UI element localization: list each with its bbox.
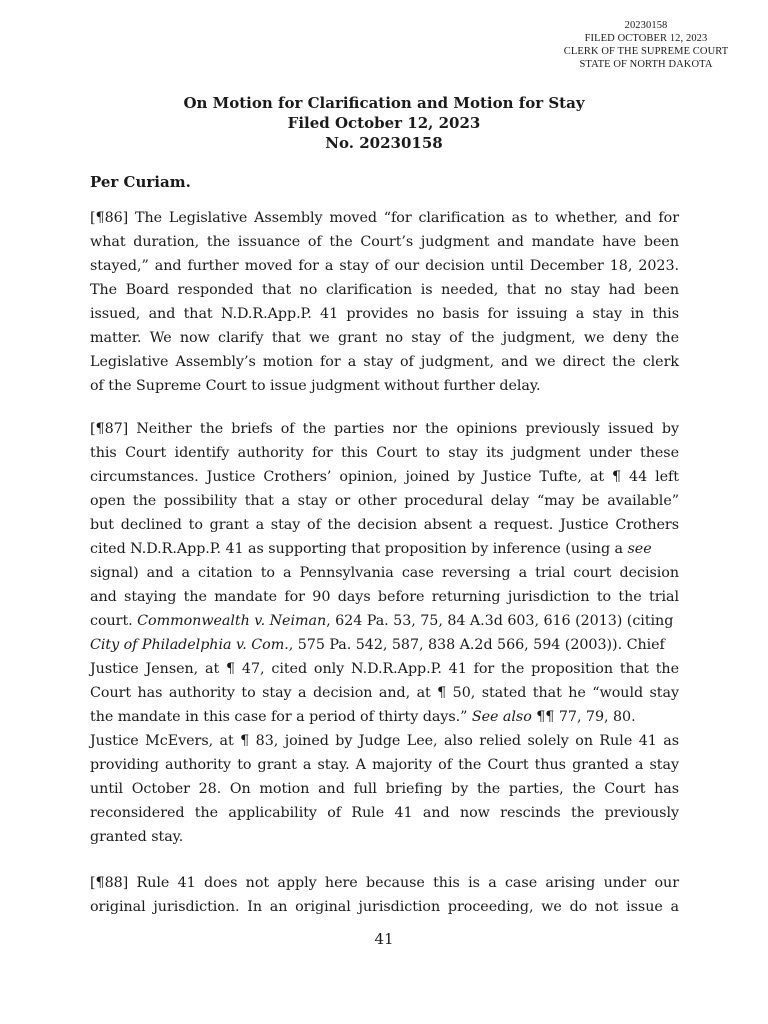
paragraph-line: The Board responded that no clarification is needed, that no stay had been bbox=[90, 282, 679, 298]
paragraph-line: [¶86] The Legislative Assembly moved “for clarification as to whether, and for bbox=[90, 210, 679, 226]
paragraph-87 bbox=[90, 417, 679, 849]
paragraph-line: but declined to grant a stay of the decision absent a request. Justice Crothers bbox=[90, 517, 679, 533]
paragraph-line: what duration, the issuance of the Court’s judgment and mandate have been bbox=[90, 234, 679, 250]
text-run: cited N.D.R.App.P. 41 as supporting that proposition by inference (using a bbox=[90, 541, 628, 557]
paragraph-line: original jurisdiction. In an original jurisdiction proceeding, we do not issue a bbox=[90, 899, 679, 915]
paragraph-line bbox=[90, 609, 679, 633]
case-citation-philadelphia: City of Philadelphia v. Com. bbox=[90, 637, 289, 653]
text-run: , 624 Pa. 53, 75, 84 A.3d 603, 616 (2013) (citing bbox=[326, 613, 674, 629]
filing-clerk: CLERK OF THE SUPREME COURT bbox=[563, 46, 729, 57]
paragraph-86 bbox=[90, 206, 679, 398]
paragraph-line: [¶88] Rule 41 does not apply here because this is a case arising under our bbox=[90, 875, 679, 891]
paragraph-line bbox=[90, 705, 679, 729]
page-number: 41 bbox=[374, 930, 394, 948]
paragraph-line bbox=[90, 537, 679, 561]
text-run: court. bbox=[90, 613, 138, 629]
paragraph-line: of the Supreme Court to issue judgment without further delay. bbox=[90, 378, 541, 394]
text-run: the mandate in this case for a period of thirty days.” bbox=[90, 709, 472, 725]
paragraph-line: matter. We now clarify that we grant no stay of the judgment, we deny the bbox=[90, 330, 679, 346]
paragraph-line: Justice McEvers, at ¶ 83, joined by Judge Lee, also relied solely on Rule 41 as bbox=[90, 733, 679, 749]
paragraph-line: signal) and a citation to a Pennsylvania case reversing a trial court decision bbox=[90, 565, 679, 581]
heading-docket-number: No. 20230158 bbox=[325, 134, 443, 152]
paragraph-line: this Court identify authority for this Court to stay its judgment under these bbox=[90, 445, 679, 461]
paragraph-line: until October 28. On motion and full briefing by the parties, the Court has bbox=[90, 781, 679, 797]
paragraph-88 bbox=[90, 871, 679, 919]
paragraph-line: Court has authority to stay a decision and, at ¶ 50, stated that he “would stay bbox=[90, 685, 679, 701]
italic-signal-see: see bbox=[627, 541, 652, 557]
per-curiam-label: Per Curiam. bbox=[90, 173, 191, 191]
paragraph-line bbox=[90, 633, 679, 657]
filing-state: STATE OF NORTH DAKOTA bbox=[579, 59, 713, 70]
case-citation-neiman: Commonwealth v. Neiman bbox=[137, 613, 327, 629]
paragraph-line: reconsidered the applicability of Rule 41 and now rescinds the previously bbox=[90, 805, 679, 821]
paragraph-line: open the possibility that a stay or other procedural delay “may be available” bbox=[90, 493, 679, 509]
filing-case-number: 20230158 bbox=[624, 20, 668, 31]
paragraph-line: providing authority to grant a stay. A majority of the Court thus granted a stay bbox=[90, 757, 679, 773]
paragraph-line: and staying the mandate for 90 days before returning jurisdiction to the trial bbox=[90, 589, 679, 605]
paragraph-line: stayed,” and further moved for a stay of our decision until December 18, 2023. bbox=[90, 258, 679, 274]
paragraph-line: issued, and that N.D.R.App.P. 41 provides no basis for issuing a stay in this bbox=[90, 306, 679, 322]
paragraph-line: circumstances. Justice Crothers’ opinion, joined by Justice Tufte, at ¶ 44 left bbox=[90, 469, 679, 485]
filing-date: FILED OCTOBER 12, 2023 bbox=[584, 33, 708, 44]
paragraph-line: Legislative Assembly’s motion for a stay of judgment, and we direct the clerk bbox=[90, 354, 679, 370]
heading-filed-date: Filed October 12, 2023 bbox=[287, 114, 481, 132]
italic-signal-see-also: See also bbox=[471, 709, 532, 725]
paragraph-line: granted stay. bbox=[90, 829, 184, 845]
paragraph-line: Justice Jensen, at ¶ 47, cited only N.D.R.App.P. 41 for the proposition that the bbox=[90, 661, 679, 677]
heading-title: On Motion for Clarification and Motion for Stay bbox=[183, 94, 585, 112]
document-heading bbox=[0, 93, 768, 153]
text-run: , 575 Pa. 542, 587, 838 A.2d 566, 594 (2003)). Chief bbox=[288, 637, 665, 653]
paragraph-line: [¶87] Neither the briefs of the parties nor the opinions previously issued by bbox=[90, 421, 679, 437]
filing-stamp bbox=[520, 19, 768, 71]
text-run: ¶¶ 77, 79, 80. bbox=[531, 709, 636, 725]
